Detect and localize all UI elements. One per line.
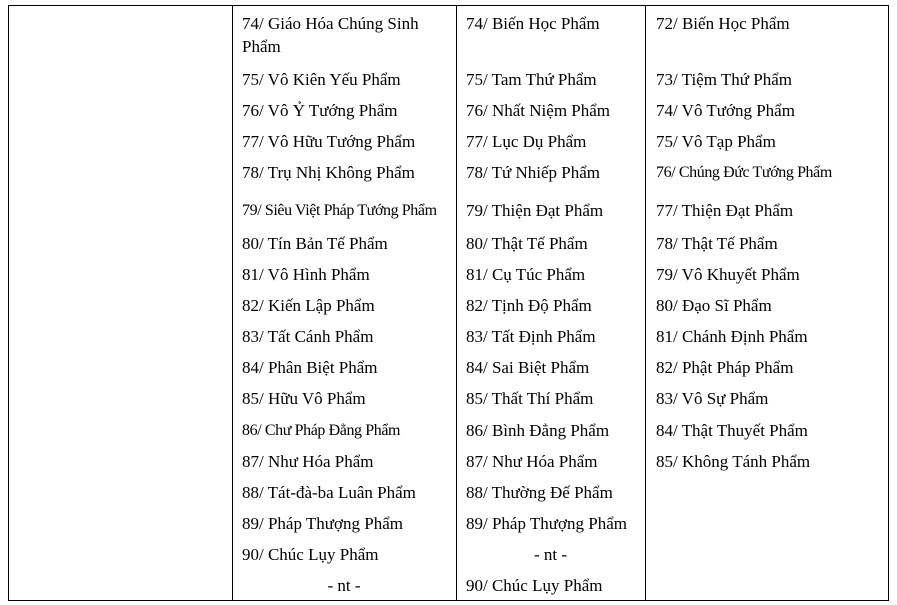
col-3-item: 82/ Tịnh Độ Phẩm (466, 296, 592, 315)
col-2-item: - nt - (327, 576, 361, 595)
col-4-item: 79/ Vô Khuyết Phẩm (656, 265, 800, 284)
col-4-item: 80/ Đạo Sĩ Phẩm (656, 296, 772, 315)
col-3-item: 77/ Lục Dụ Phẩm (466, 132, 587, 151)
col-2-item: 85/ Hữu Vô Phẩm (242, 389, 366, 408)
col-3-item: 83/ Tất Định Phẩm (466, 327, 596, 346)
col-4-item: 82/ Phật Pháp Phẩm (656, 358, 794, 377)
col-3-item: - nt - (533, 545, 568, 564)
col-2-item: 83/ Tất Cánh Phẩm (242, 327, 374, 346)
col-4-item: 75/ Vô Tạp Phẩm (656, 132, 776, 151)
col-2-item: 81/ Vô Hình Phẩm (242, 265, 370, 284)
col-4-item: 72/ Biến Học Phẩm (656, 14, 790, 33)
col-3-item: 81/ Cụ Túc Phẩm (466, 265, 586, 284)
col-4-item: 81/ Chánh Định Phẩm (656, 327, 808, 346)
col-3-item: 74/ Biến Học Phẩm (466, 14, 600, 33)
col-2-item: 74/ Giáo Hóa Chúng Sinh Phẩm (242, 14, 419, 56)
col-3-item: 80/ Thật Tế Phẩm (466, 234, 588, 253)
col-2-item: 90/ Chúc Lụy Phẩm (242, 545, 379, 564)
column-divider (645, 5, 646, 601)
col-3-item: 87/ Như Hóa Phẩm (466, 452, 598, 471)
col-3-item: 86/ Bình Đẳng Phẩm (466, 421, 610, 440)
col-2-item: 77/ Vô Hữu Tướng Phẩm (242, 132, 416, 151)
table-border-top (8, 5, 889, 6)
col-2-item: 78/ Trụ Nhị Không Phẩm (242, 163, 415, 182)
col-2-item: 86/ Chư Pháp Đẳng Phẩm (242, 422, 401, 439)
table-border-right (888, 5, 889, 601)
col-2-item: 80/ Tín Bản Tế Phẩm (242, 234, 388, 253)
col-3-item: 90/ Chúc Lụy Phẩm (466, 576, 603, 595)
col-3-item: 89/ Pháp Thượng Phẩm (466, 514, 627, 533)
col-3-item: 79/ Thiện Đạt Phẩm (466, 201, 604, 220)
col-4-item: 84/ Thật Thuyết Phẩm (656, 421, 808, 440)
col-2-item: 82/ Kiến Lập Phẩm (242, 296, 375, 315)
col-2-item: 79/ Siêu Việt Pháp Tướng Phẩm (242, 202, 437, 219)
col-3-item: 78/ Tứ Nhiếp Phẩm (466, 163, 601, 182)
col-2-item: 87/ Như Hóa Phẩm (242, 452, 374, 471)
col-2-item: 88/ Tát-đà-ba Luân Phẩm (242, 483, 416, 502)
col-3-item: 75/ Tam Thứ Phẩm (466, 70, 597, 89)
col-4-item: 74/ Vô Tướng Phẩm (656, 101, 795, 120)
col-4-item: 85/ Không Tánh Phẩm (656, 452, 811, 471)
col-4-item: 73/ Tiệm Thứ Phẩm (656, 70, 792, 89)
column-divider (232, 5, 233, 601)
col-4-item: 78/ Thật Tế Phẩm (656, 234, 778, 253)
col-2-item: 76/ Vô Ỷ Tướng Phẩm (242, 101, 398, 120)
col-2-item: 84/ Phân Biệt Phẩm (242, 358, 378, 377)
col-2-item: 75/ Vô Kiên Yếu Phẩm (242, 70, 401, 89)
col-3-item: 85/ Thất Thí Phẩm (466, 389, 594, 408)
col-4-item: 76/ Chúng Đức Tướng Phẩm (656, 164, 832, 181)
col-2-item: 89/ Pháp Thượng Phẩm (242, 514, 403, 533)
col-3-item: 76/ Nhất Niệm Phẩm (466, 101, 611, 120)
col-4-item: 77/ Thiện Đạt Phẩm (656, 201, 794, 220)
col-4-item: 83/ Vô Sự Phẩm (656, 389, 769, 408)
table-border-bottom (8, 600, 889, 601)
col-3-item: 88/ Thường Đế Phẩm (466, 483, 613, 502)
column-divider (456, 5, 457, 601)
table-border-left (8, 5, 9, 601)
col-3-item: 84/ Sai Biệt Phẩm (466, 358, 590, 377)
